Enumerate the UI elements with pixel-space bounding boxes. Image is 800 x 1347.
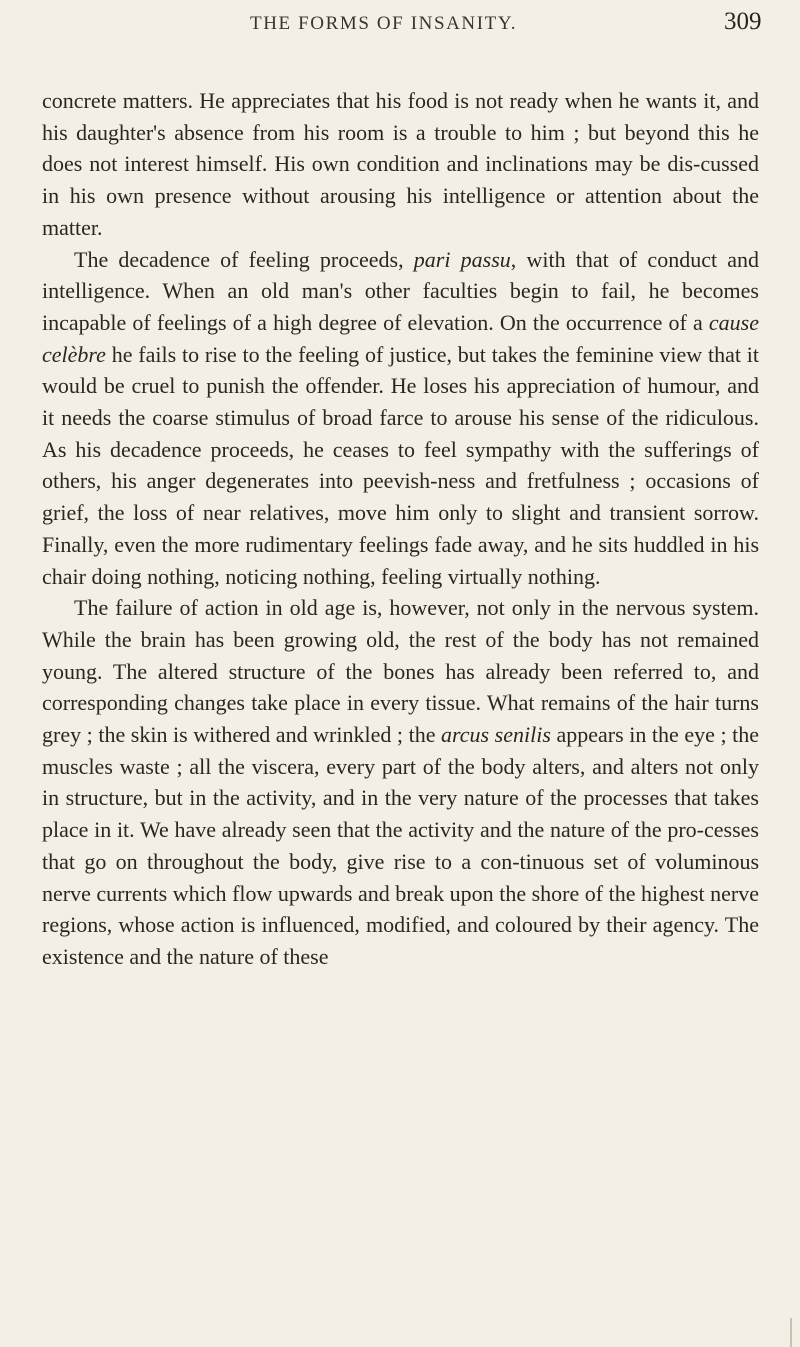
text-run: The decadence of feeling proceeds, <box>74 246 404 272</box>
italic-phrase: pari passu <box>413 246 511 272</box>
text-run: , with that of conduct and intelligence. When an old man's other faculties begin to fail, he becomes incapable of feelings of a high degree of elevation. On the occurrence of a <box>42 246 760 335</box>
paragraph-decadence-of-feeling <box>42 244 759 593</box>
body-text <box>42 85 759 973</box>
italic-phrase: arcus senilis <box>441 722 551 748</box>
text-run: The failure of action in old age is, however, not only in the nervous system. While the brain has been growing old, the rest of the body has not remained young. The altered structure of the bones has already been referred to, and corresponding changes take place in every tissue. What remains of the hair turns grey ; the skin is withered and wrinkled ; the <box>42 595 759 748</box>
text-run: appears in the eye ; the muscles waste ; all the viscera, every part of the body alters, and alters not only in structure, but in the activity, and in the very nature of the processes that takes place in it. We have already seen that the activity and the nature of the pro-cesses that go on throughout the body, give rise to a con-tinuous set of voluminous nerve currents which flow upwards and break upon the shore of the highest nerve regions, whose action is influenced, modified, and coloured by their agency. The existence and the nature of these <box>42 722 760 969</box>
italic-phrase: cause celèbre <box>42 309 759 367</box>
paragraph-continuation <box>42 85 759 244</box>
page-header <box>0 10 800 40</box>
page-number: 309 <box>724 8 762 35</box>
paragraph-text: concrete matters. He appreciates that his food is not ready when he wants it, and his daughter's absence from his room is a trouble to him ; but beyond this he does not interest himself. His own condition and inclinations may be dis-cussed in his own presence without arousing his intelligence or attention about the matter. <box>42 88 759 240</box>
paragraph-failure-of-action <box>42 592 759 972</box>
text-run: he fails to rise to the feeling of justice, but takes the feminine view that it would be cruel to punish the offender. He loses his appreciation of humour, and it needs the coarse stimulus of broad farce to arouse his sense of the ridiculous. As his decadence proceeds, he ceases to feel sympathy with the sufferings of others, his anger degenerates into peevish-ness and fretfulness ; occasions of grief, the loss of near relatives, move him only to slight and transient sorrow. Finally, even the more rudimentary feelings fade away, and he sits huddled in his chair doing nothing, noticing nothing, feeling virtually nothing. <box>42 341 759 589</box>
running-head: THE FORMS OF INSANITY. <box>250 13 518 34</box>
page-edge-mark <box>780 1318 792 1347</box>
